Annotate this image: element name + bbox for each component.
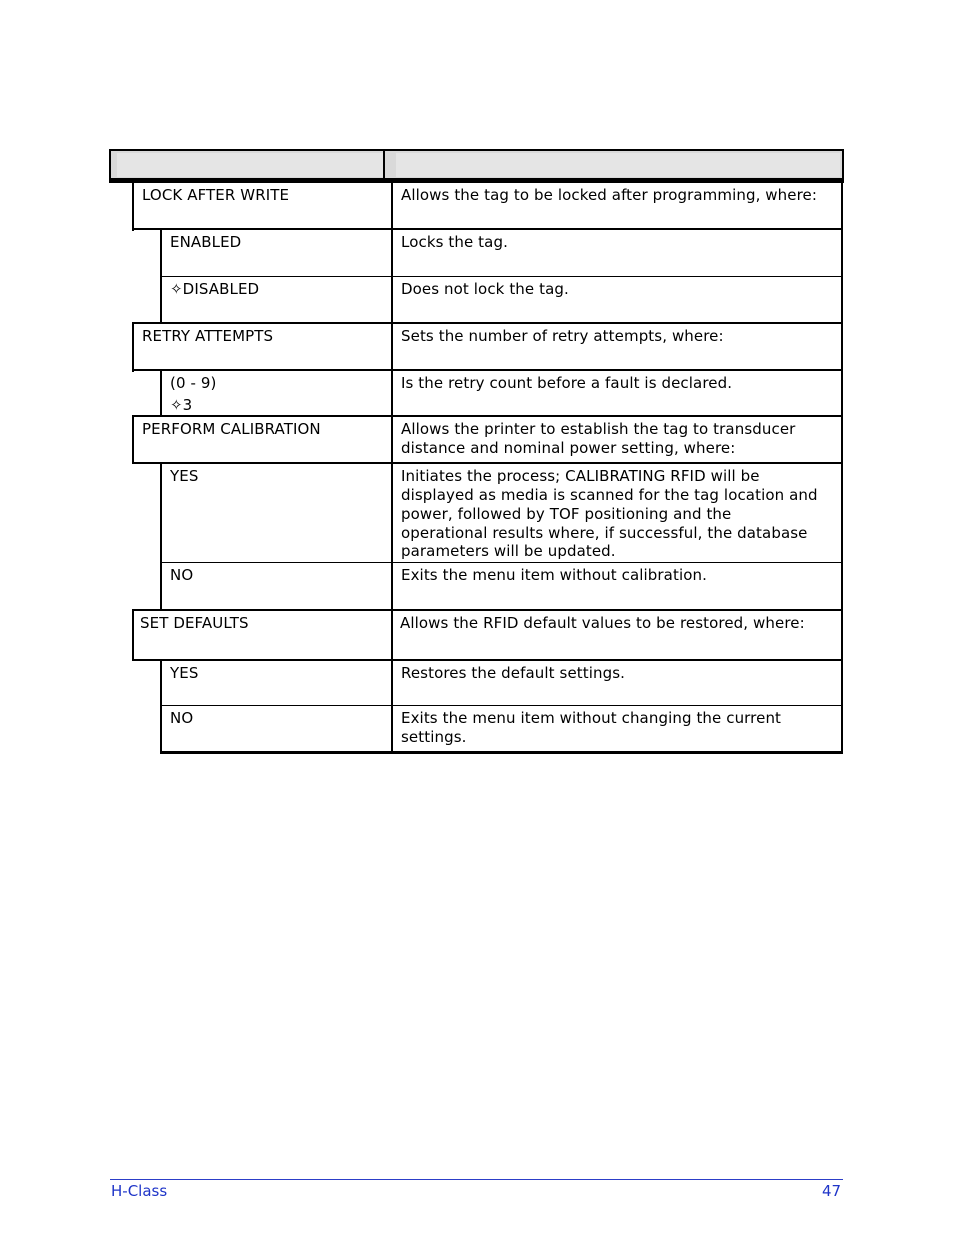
row-description-line: operational results where, if successful, the database (401, 524, 808, 542)
row-description: Allows the RFID default values to be restored, where: (400, 614, 805, 632)
table-header-divider (383, 151, 385, 178)
row-description-line: Initiates the process; CALIBRATING RFID will be (401, 467, 760, 485)
row-description-line: displayed as media is scanned for the tag location and (401, 486, 818, 504)
row-description: Allows the tag to be locked after programming, where: (401, 186, 818, 204)
row-description-line: Exits the menu item without changing the current (401, 709, 782, 727)
row-label-default: ✧DISABLED (170, 280, 260, 298)
row-description-line: parameters will be updated. (401, 542, 616, 560)
table-header-cell-right (396, 153, 840, 177)
row-label: SET DEFAULTS (140, 614, 249, 632)
row-description: Restores the default settings. (401, 664, 626, 682)
row-description: Does not lock the tag. (401, 280, 569, 298)
row-description-line: distance and nominal power setting, where: (401, 439, 736, 457)
row-label: NO (170, 566, 194, 584)
row-label: LOCK AFTER WRITE (142, 186, 290, 204)
row-label: NO (170, 709, 194, 727)
row-label-default: ✧3 (170, 396, 193, 414)
row-description: Locks the tag. (401, 233, 508, 251)
row-description: Is the retry count before a fault is declared. (401, 374, 733, 392)
row-description-line: Allows the printer to establish the tag to transducer (401, 420, 796, 438)
table-header-cell-left (117, 153, 385, 177)
row-label: ENABLED (170, 233, 242, 251)
table-header (109, 149, 844, 180)
footer-page-number: 47 (822, 1182, 842, 1200)
row-label: YES (170, 467, 199, 485)
footer-rule (110, 1179, 843, 1180)
row-description: Exits the menu item without calibration. (401, 566, 707, 584)
row-description: Sets the number of retry attempts, where: (401, 327, 724, 345)
row-label: PERFORM CALIBRATION (142, 420, 321, 438)
row-description-line: settings. (401, 728, 467, 746)
row-label-range: (0 - 9) (170, 374, 217, 392)
row-description-line: power, followed by TOF positioning and the (401, 505, 732, 523)
row-label: YES (170, 664, 199, 682)
row-label: RETRY ATTEMPTS (142, 327, 274, 345)
footer-product-name: H-Class (111, 1182, 168, 1200)
